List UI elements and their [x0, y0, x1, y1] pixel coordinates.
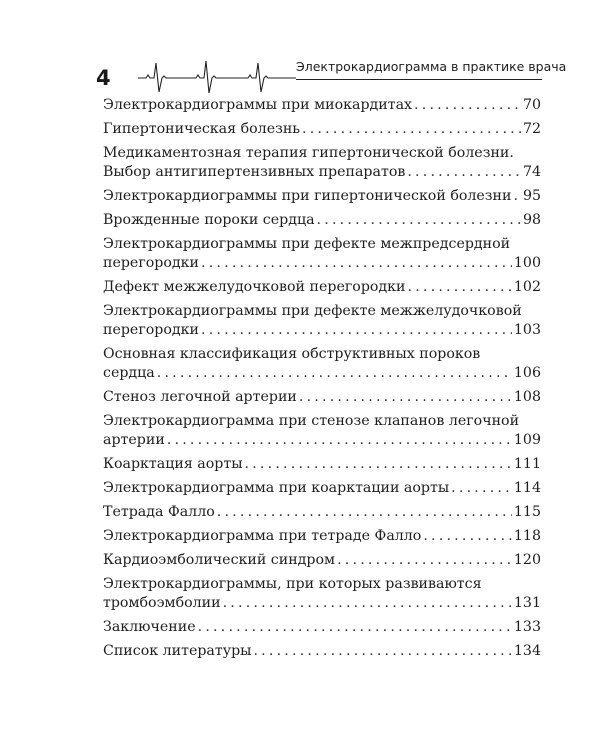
running-head: Электрокардиограмма в практике врача: [296, 58, 542, 80]
toc-entry[interactable]: [103, 211, 541, 230]
dot-leader: [408, 278, 512, 297]
toc-entry-title: Стеноз легочной артерии: [103, 389, 297, 405]
ecg-waveform-icon: [138, 58, 296, 98]
toc-entry-title-line: Электрокардиограммы, при которых развиваются: [103, 576, 482, 592]
toc-entry[interactable]: [103, 551, 541, 570]
toc-entry-title: сердца: [103, 365, 155, 381]
toc-entry-title-line: Медикаментозная терапия гипертонической болезни.: [103, 145, 514, 161]
dot-leader: [223, 594, 512, 613]
dot-leader: [337, 551, 512, 570]
dot-leader: [167, 431, 512, 450]
toc-entry-title: Электрокардиограмма при тетраде Фалло: [103, 528, 422, 544]
toc-entry[interactable]: [103, 412, 541, 450]
dot-leader: [513, 187, 520, 206]
toc-page-number: 70: [522, 97, 541, 113]
dot-leader: [414, 96, 521, 115]
toc-page-number: 131: [513, 595, 541, 611]
toc-page-number: 102: [513, 279, 541, 295]
dot-leader: [451, 479, 512, 498]
toc-entry[interactable]: [103, 503, 541, 522]
dot-leader: [198, 618, 512, 637]
toc-page-number: 118: [513, 528, 541, 544]
toc-entry-title: артерии: [103, 432, 165, 448]
toc-entry-title: Электрокардиограмма при коарктации аорты: [103, 480, 450, 496]
toc-entry[interactable]: [103, 642, 541, 661]
toc-entry[interactable]: [103, 235, 541, 273]
toc-entry-title: Электрокардиограммы при миокардитах: [103, 97, 413, 113]
toc-entry-title: Список литературы: [103, 643, 252, 659]
toc-page-number: 74: [522, 164, 541, 180]
toc-entry[interactable]: [103, 96, 541, 115]
dot-leader: [302, 120, 521, 139]
dot-leader: [317, 211, 521, 230]
toc-entry-title: Коарктация аорты: [103, 456, 243, 472]
toc-entry-title-line: Основная классификация обструктивных пороков: [103, 346, 481, 362]
toc-entry-title: Электрокардиограммы при гипертонической болезни: [103, 188, 512, 204]
toc-entry[interactable]: [103, 278, 541, 297]
dot-leader: [217, 503, 512, 522]
toc-entry[interactable]: [103, 302, 541, 340]
toc-page-number: 72: [522, 121, 541, 137]
toc-entry[interactable]: [103, 187, 541, 206]
toc-entry-title: тромбоэмболии: [103, 595, 221, 611]
toc-entry-title: Гипертоническая болезнь: [103, 121, 301, 137]
toc-entry-title-line: Электрокардиограмма при стенозе клапанов легочной: [103, 413, 520, 429]
dot-leader: [201, 321, 512, 340]
table-of-contents: [103, 96, 541, 666]
toc-entry-title-line: Электрокардиограммы при дефекте межжелудочковой: [103, 303, 522, 319]
toc-entry-title: перегородки: [103, 255, 199, 271]
dot-leader: [299, 388, 512, 407]
toc-entry-title: Дефект межжелудочковой перегородки: [103, 279, 406, 295]
toc-entry-title: перегородки: [103, 322, 199, 338]
toc-entry-title: Заключение: [103, 619, 196, 635]
toc-entry[interactable]: [103, 618, 541, 637]
toc-page-number: 115: [513, 504, 541, 520]
toc-entry-title: Врожденные пороки сердца: [103, 212, 315, 228]
toc-entry[interactable]: [103, 120, 541, 139]
toc-page-number: 100: [513, 255, 541, 271]
dot-leader: [245, 455, 512, 474]
dot-leader: [201, 254, 512, 273]
toc-page-number: 103: [513, 322, 541, 338]
toc-entry[interactable]: [103, 455, 541, 474]
toc-entry[interactable]: [103, 388, 541, 407]
dot-leader: [407, 163, 521, 182]
toc-page-number: 95: [522, 188, 541, 204]
dot-leader: [157, 364, 512, 383]
toc-page-number: 134: [513, 643, 541, 659]
toc-page-number: 109: [513, 432, 541, 448]
toc-page-number: 106: [513, 365, 541, 381]
toc-entry[interactable]: [103, 527, 541, 546]
toc-page-number: 120: [513, 552, 541, 568]
toc-entry-title-line: Электрокардиограммы при дефекте межпредсердной: [103, 236, 511, 252]
toc-entry[interactable]: [103, 479, 541, 498]
toc-page-number: 114: [513, 480, 541, 496]
toc-page-number: 108: [513, 389, 541, 405]
toc-entry[interactable]: [103, 575, 541, 613]
toc-entry[interactable]: [103, 144, 541, 182]
page-number: 4: [96, 66, 111, 90]
toc-entry-title: Выбор антигипертензивных препаратов: [103, 164, 406, 180]
toc-entry-title: Тетрада Фалло: [103, 504, 215, 520]
toc-entry[interactable]: [103, 345, 541, 383]
dot-leader: [423, 527, 512, 546]
dot-leader: [253, 642, 511, 661]
toc-page-number: 133: [513, 619, 541, 635]
toc-entry-title: Кардиоэмболический синдром: [103, 552, 336, 568]
toc-page-number: 111: [513, 456, 541, 472]
toc-page-number: 98: [522, 212, 541, 228]
